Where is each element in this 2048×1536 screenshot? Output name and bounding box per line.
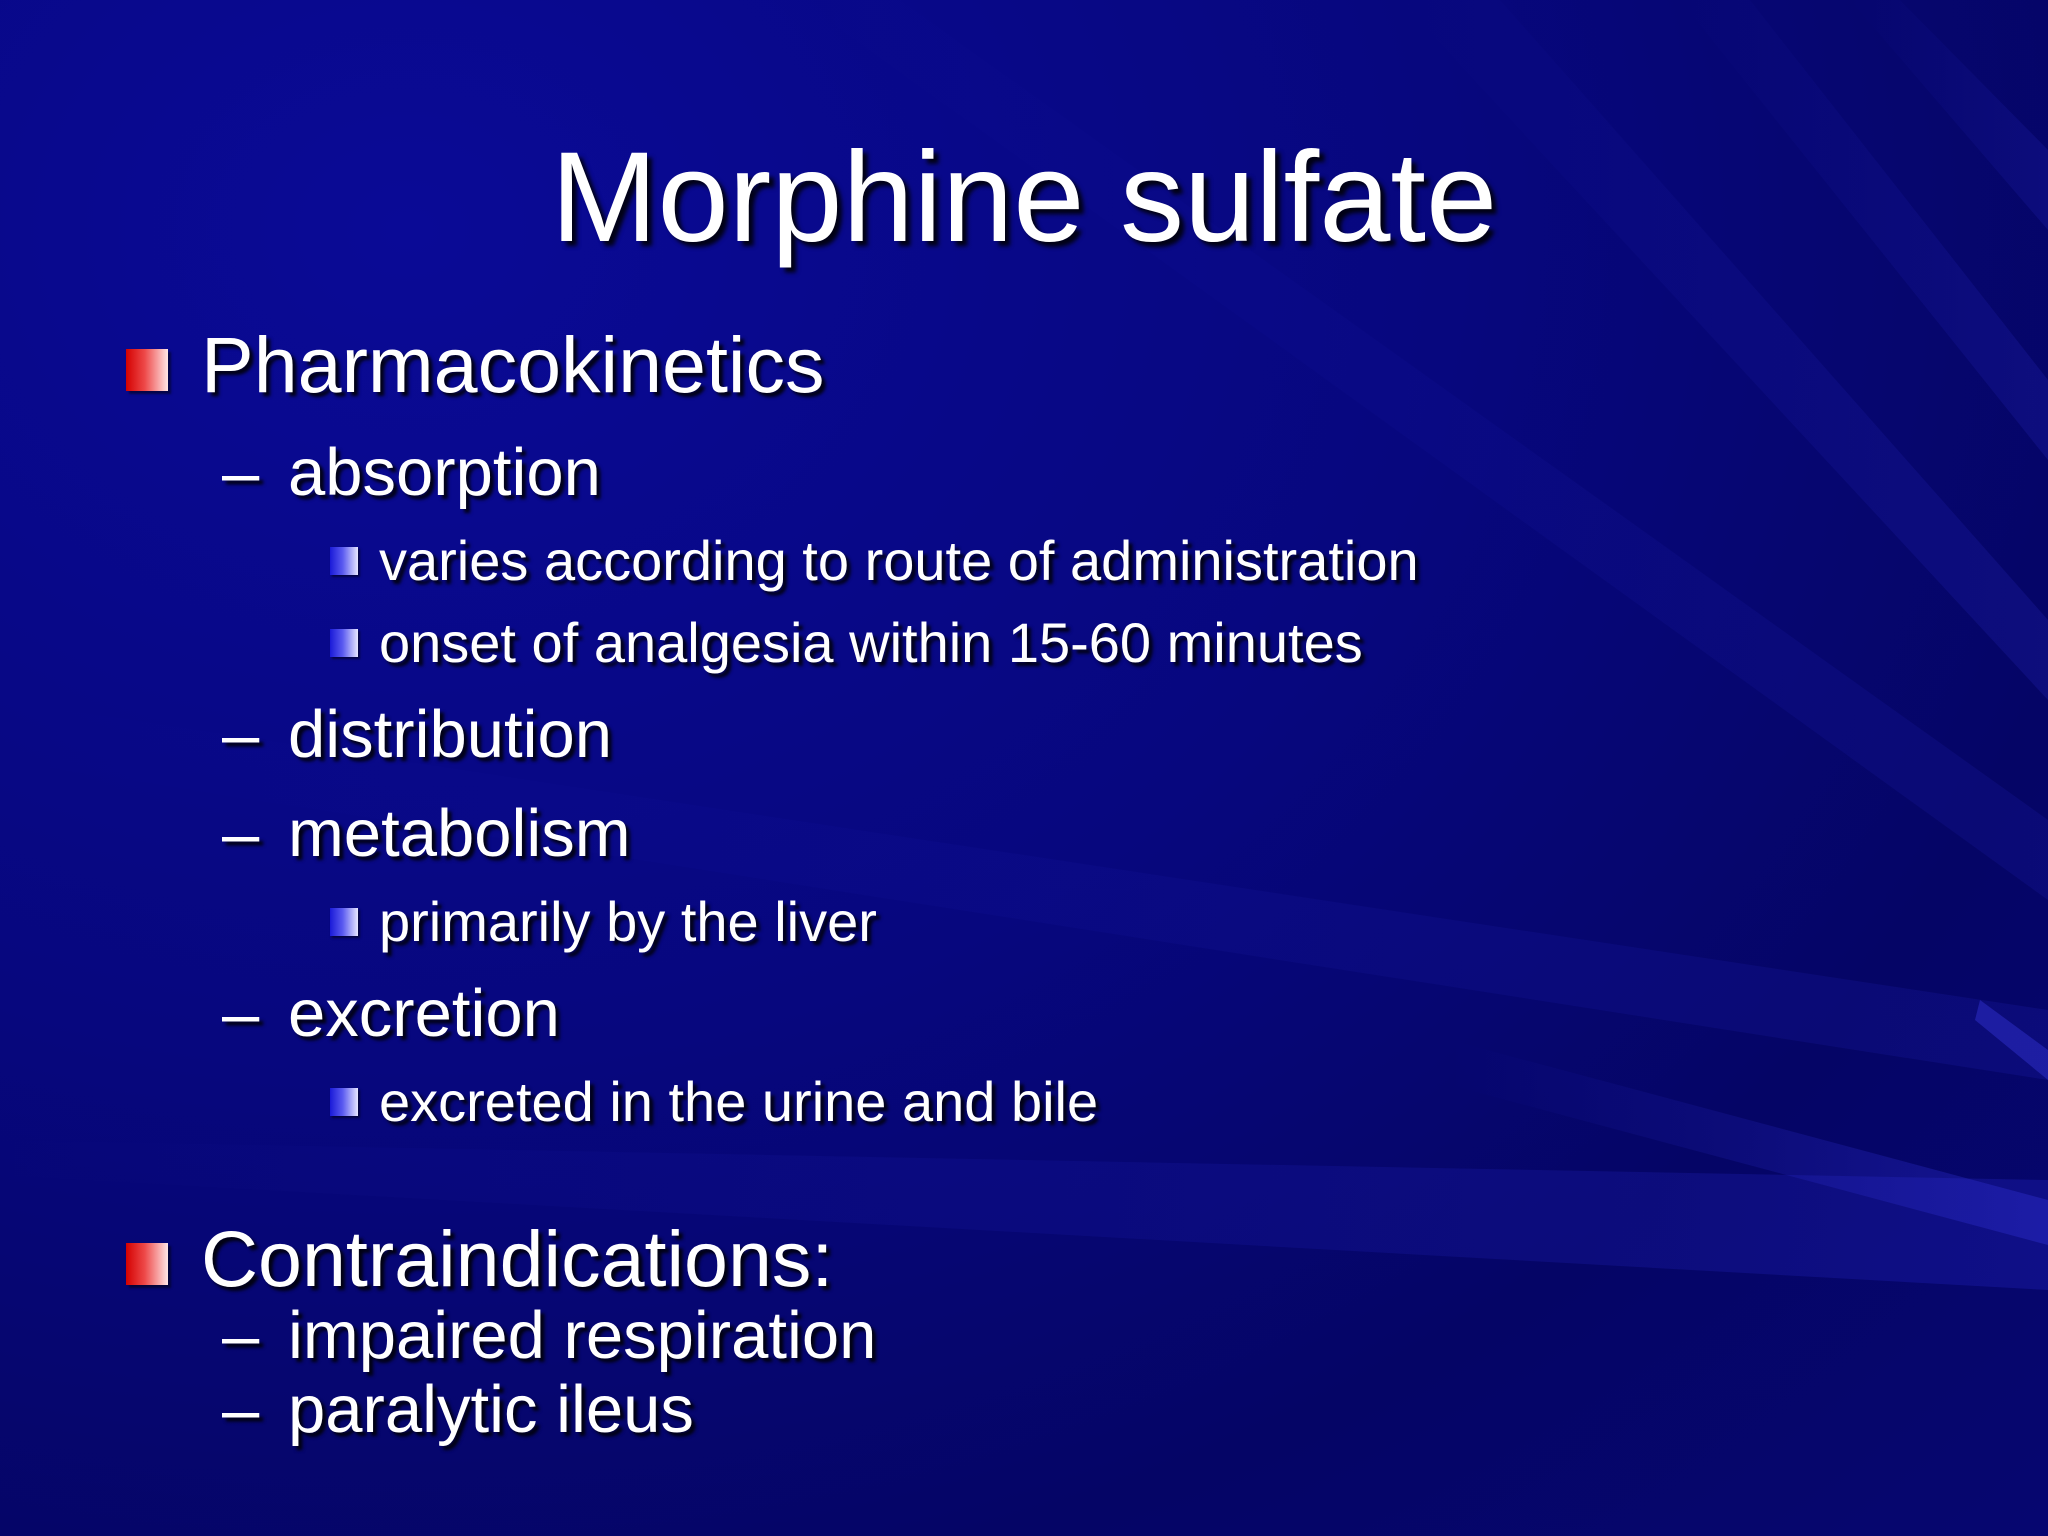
- red-square-bullet-icon: [126, 349, 168, 391]
- blue-square-bullet-icon: [330, 547, 358, 575]
- list-item-absorption: [222, 434, 601, 512]
- sub-item-onset-of-analgesia: [330, 610, 1363, 676]
- list-item-label: impaired respiration: [288, 1298, 877, 1373]
- dash-bullet-icon: –: [222, 796, 260, 871]
- blue-square-bullet-icon: [330, 1088, 358, 1116]
- list-item-paralytic-ileus: [222, 1371, 694, 1449]
- list-item-label: distribution: [288, 697, 613, 772]
- sub-item-text: excreted in the urine and bile: [379, 1070, 1099, 1133]
- dash-bullet-icon: –: [222, 1298, 260, 1373]
- sub-item-text: varies according to route of administration: [379, 529, 1419, 592]
- section-heading-pharmacokinetics: [126, 320, 824, 410]
- section-heading-text: Pharmacokinetics: [201, 320, 825, 409]
- section-heading-text: Contraindications:: [201, 1214, 834, 1303]
- sub-item-urine-and-bile: [330, 1069, 1098, 1135]
- sub-item-text: onset of analgesia within 15-60 minutes: [379, 611, 1363, 674]
- dash-bullet-icon: –: [222, 976, 260, 1051]
- list-item-distribution: [222, 696, 612, 774]
- dash-bullet-icon: –: [222, 1372, 260, 1447]
- list-item-metabolism: [222, 795, 631, 873]
- slide-title: Morphine sulfate: [550, 126, 1498, 269]
- list-item-label: absorption: [288, 435, 601, 510]
- blue-square-bullet-icon: [330, 629, 358, 657]
- list-item-label: excretion: [288, 976, 560, 1051]
- list-item-excretion: [222, 975, 560, 1053]
- sub-item-liver: [330, 889, 877, 955]
- sub-item-route-of-administration: [330, 528, 1419, 594]
- list-item-label: paralytic ileus: [288, 1372, 694, 1447]
- section-heading-contraindications: [126, 1214, 833, 1304]
- list-item-label: metabolism: [288, 796, 631, 871]
- red-square-bullet-icon: [126, 1243, 168, 1285]
- sub-item-text: primarily by the liver: [379, 890, 877, 953]
- dash-bullet-icon: –: [222, 435, 260, 510]
- list-item-impaired-respiration: [222, 1297, 876, 1375]
- dash-bullet-icon: –: [222, 697, 260, 772]
- blue-square-bullet-icon: [330, 908, 358, 936]
